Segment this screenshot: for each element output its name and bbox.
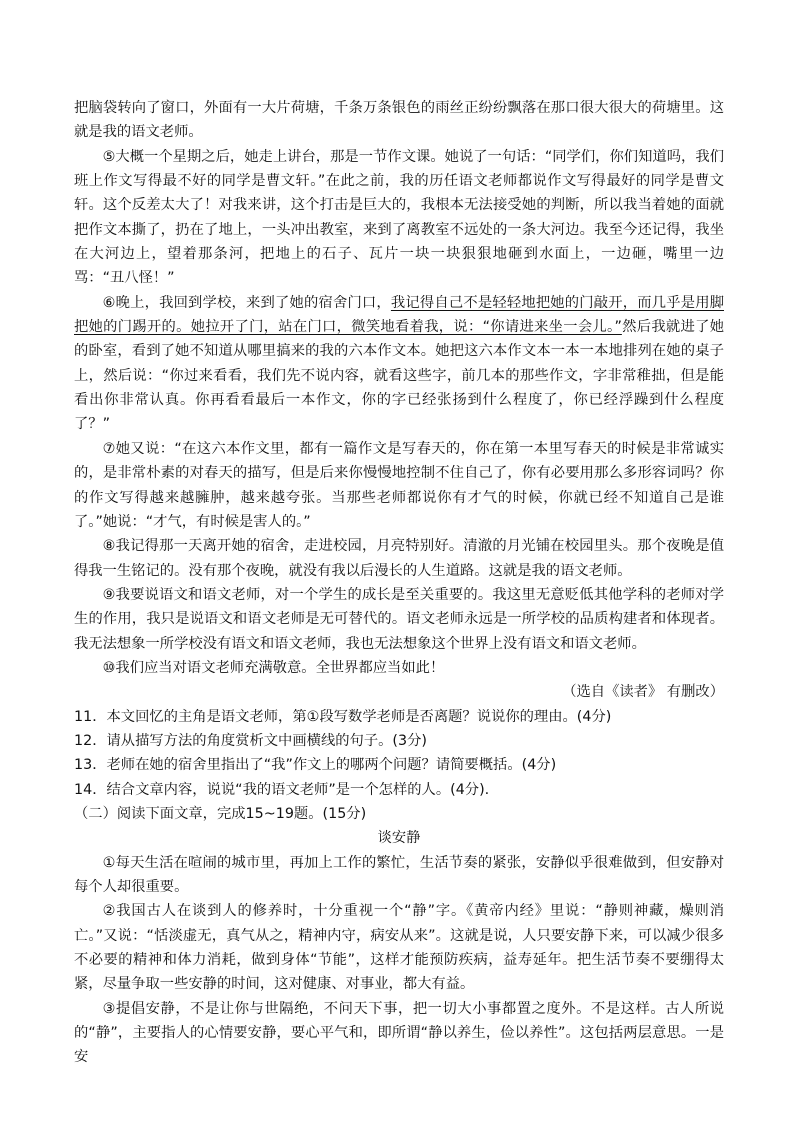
section2-paragraph-3: ③提倡安静，不是让你与世隔绝，不问天下事，把一切大小事都置之度外。不是这样。古人所说的“静”，主要指人的心情要安静，要心平气和，即所谓“静以养生，俭以养性”。这包括两层意思。一是安 (74, 1000, 724, 1066)
question-14: 14．结合文章内容，说说“我的语文老师”是一个怎样的人。(4分). (74, 781, 490, 798)
paragraph-9: ⑨我要说语文和语文老师，对一个学生的成长是至关重要的。我这里无意贬低其他学科的老师对学生的作用，我只是说语文和语文老师是无可替代的。语文老师永远是一所学校的品质构建者和体现者。我无法想象一所学校没有语文和语文老师，我也无法想象这个世界上没有语文和语文老师。 (74, 586, 724, 652)
section-heading: （二）阅读下面文章，完成15~19题。(15分) (74, 805, 367, 822)
question-11: 11．本文回忆的主角是语文老师，第①段写数学老师是否离题？说说你的理由。(4分) (74, 708, 612, 725)
question-12: 12．请从描写方法的角度赏析文中画横线的句子。(3分) (74, 732, 427, 749)
question-13: 13．老师在她的宿舍里指出了“我”作文上的哪两个问题？请简要概括。(4分) (74, 757, 557, 774)
paragraph-10: ⑩我们应当对语文老师充满敬意。全世界都应当如此！ (102, 659, 445, 676)
underlined-sentence: 我记得自己不是轻轻地把她的门敲开，而几乎是用脚把她的门踢开的。她拉开了门，站在门口，微笑地看着我，说：“你请进来坐一会儿。” (74, 294, 724, 336)
section2-paragraph-1: ①每天生活在喧闹的城市里，再加上工作的繁忙，生活节奏的紧张，安静似乎很难做到，但安静对每个人却很重要。 (74, 854, 724, 895)
paragraph-8: ⑧我记得那一天离开她的宿舍，走进校园，月亮特别好。清澈的月光铺在校园里头。那个夜晚是值得我一生铭记的。没有那个夜晚，就没有我以后漫长的人生道路。这就是我的语文老师。 (74, 538, 724, 579)
paragraph-6-end: 然后我就进了她的卧室，看到了她不知道从哪里搞来的我的六本作文本。她把这六本作文本一本一本地排列在她的桌子上，然后说：“你过来看看，我们先不说内容，就看这些字，前几本的那些作文，字非常稚拙，但是能看出你非常认真。你再看看最后一本作文，你的字已经张扬到什么程度了，你已经浮躁到什么程度了？” (74, 319, 725, 433)
paragraph-7: ⑦她又说：“在这六本作文里，都有一篇作文是写春天的，你在第一本里写春天的时候是非常诚实的，是非常朴素的对春天的描写，但是后来你慢慢地控制不住自己了，你有必要用那么多形容词吗？你的作文写得越来越臃肿，越来越夸张。当那些老师都说你有才气的时候，你就已经不知道自己是谁了。”她说：“才气，有时候是害人的。” (74, 440, 724, 530)
source-citation: （选自《读者》 有删改） (562, 684, 724, 701)
article-title: 谈安静 (377, 830, 421, 847)
paragraph-6-start: ⑥晚上，我回到学校，来到了她的宿舍门口， (102, 294, 391, 311)
paragraph-continued: 把脑袋转向了窗口，外面有一大片荷塘，千条万条银色的雨丝正纷纷飘落在那口很大很大的荷塘里。这就是我的语文老师。 (74, 100, 724, 141)
paragraph-6 (74, 291, 724, 437)
paragraph-5: ⑤大概一个星期之后，她走上讲台，那是一节作文课。她说了一句话：“同学们，你们知道吗，我们班上作文写得最不好的同学是曹文轩。”在此之前，我的历任语文老师都说作文写得最好的同学是曹文轩。这个反差太大了！对我来讲，这个打击是巨大的，我根本无法接受她的判断，所以我当着她的面就把作文本撕了，扔在了地上，一头冲出教室，来到了离教室不远处的一条大河边。我至今还记得，我坐在大河边上，望着那条河，把地上的石子、瓦片一块一块狠狠地砸到水面上，一边砸，嘴里一边骂：“丑八怪！” (74, 148, 724, 287)
section2-paragraph-2: ②我国古人在谈到人的修养时，十分重视一个“静”字。《黄帝内经》里说：“静则神藏，燥则消亡。”又说：“恬淡虚无，真气从之，精神内守，病安从来”。这就是说，人只要安静下来，可以减少很多不必要的精神和体力消耗，做到身体“节能”，这样才能预防疾病，益寿延年。把生活节奏不要绷得太紧，尽量争取一些安静的时间，这对健康、对事业，都大有益。 (74, 903, 724, 993)
page-content (74, 96, 724, 1070)
